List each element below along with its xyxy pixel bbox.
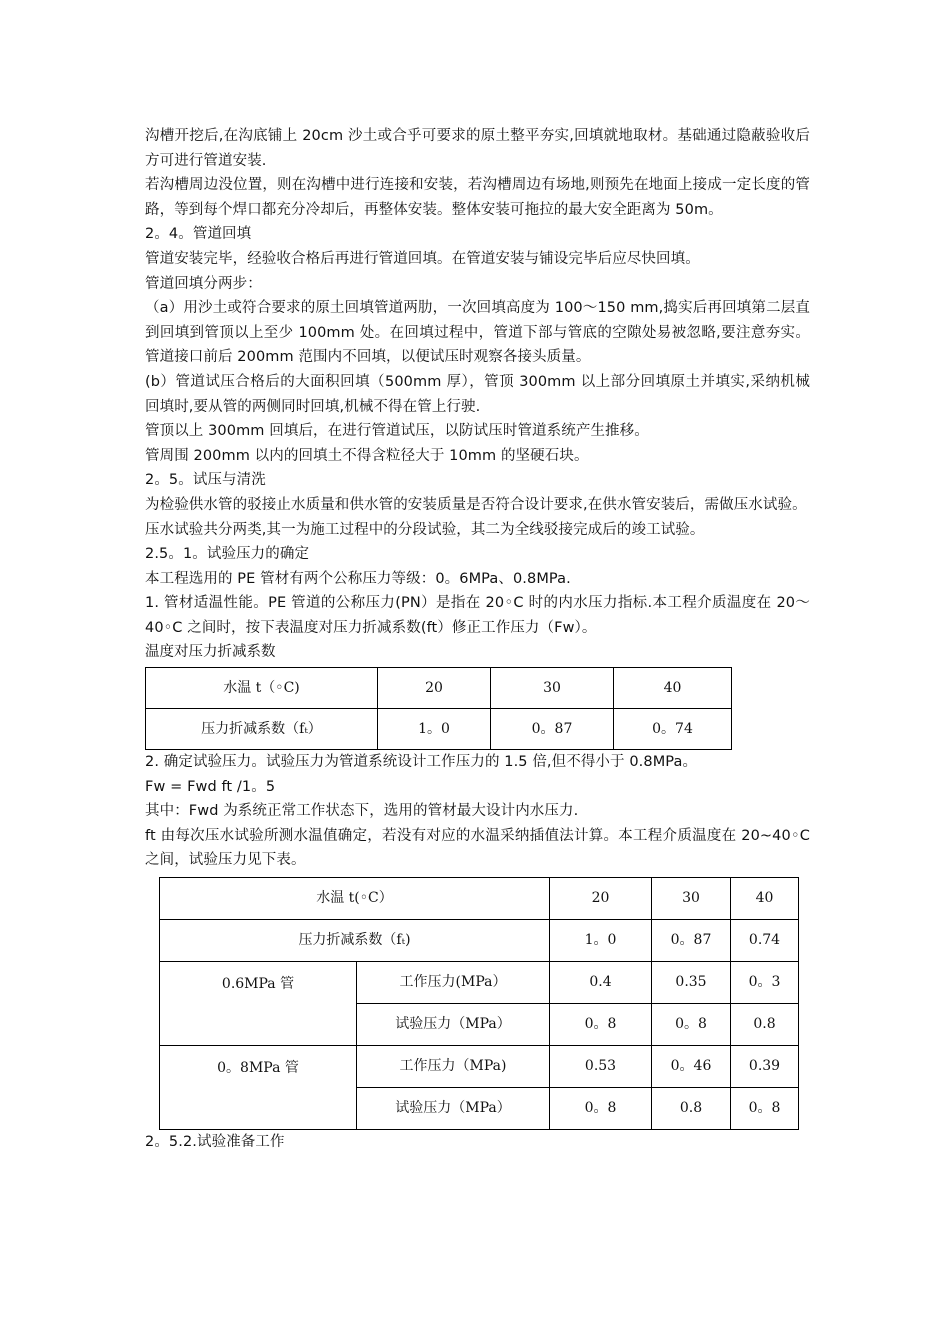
table-cell: 0.53 <box>550 1046 652 1088</box>
section-heading: 2.5。1。试验压力的确定 <box>145 546 310 563</box>
paragraph: 若沟槽周边没位置，则在沟槽中进行连接和安装，若沟槽周边有场地,则预先在地面上接成一定长度的管路，等到每个焊口都充分冷却后，再整体安装。整体安装可拖拉的最大安全距离为 50m。 <box>145 177 810 218</box>
formula: Fw = Fwd ft /1。5 <box>145 778 276 795</box>
paragraph: 为检验供水管的驳接止水质量和供水管的安装质量是否符合设计要求,在供水管安装后，需做压水试验。 <box>145 496 807 513</box>
table-cell: 0。87 <box>491 709 614 750</box>
table-cell: 压力折减系数（fₜ) <box>160 920 550 962</box>
table-cell: 0。8 <box>550 1004 652 1046</box>
table-caption: 温度对压力折减系数 <box>145 644 276 661</box>
body-paragraphs-b <box>145 750 810 873</box>
table-cell: 0.35 <box>652 962 731 1004</box>
group-label-cell: 0。8MPa 管 <box>160 1046 357 1130</box>
paragraph: 1. 管材适温性能。PE 管道的公称压力(PN）是指在 20◦C 时的内水压力指标.本工程介质温度在 20～40◦C 之间时，按下表温度对压力折减系数(ft）修正工作压力（Fw）。 <box>145 595 810 636</box>
group-label-cell: 0.6MPa 管 <box>160 962 357 1046</box>
table-cell: 1。0 <box>378 709 491 750</box>
table-cell: 20 <box>378 668 491 709</box>
table-cell: 40 <box>614 668 732 709</box>
table-cell: 0。8 <box>550 1088 652 1130</box>
table-row <box>160 962 799 1004</box>
table-row <box>146 709 732 750</box>
paragraph: ft 由每次压水试验所测水温值确定，若没有对应的水温采纳插值法计算。本工程介质温度在 20~40◦C 之间，试验压力见下表。 <box>145 827 810 869</box>
table-cell: 0.8 <box>731 1004 799 1046</box>
table-cell: 试验压力（MPa） <box>357 1004 550 1046</box>
table-cell: 30 <box>652 878 731 920</box>
table-cell: 0。8 <box>652 1004 731 1046</box>
table-row <box>160 1046 799 1088</box>
paragraph: 管道安装完毕，经验收合格后再进行管道回填。在管道安装与铺设完毕后应尽快回填。 <box>145 250 700 267</box>
table-cell: 压力折减系数（fₜ） <box>146 709 378 750</box>
section-heading: 2。5.2.试验准备工作 <box>145 1134 285 1151</box>
table-cell: 工作压力（MPa) <box>357 1046 550 1088</box>
paragraph: 压水试验共分两类,其一为施工过程中的分段试验，其二为全线驳接完成后的竣工试验。 <box>145 521 705 538</box>
test-pressure-table <box>159 877 799 1130</box>
table-cell: 水温 t(◦C） <box>160 878 550 920</box>
paragraph: （a）用沙土或符合要求的原土回填管道两肋，一次回填高度为 100～150 mm,捣实后再回填第二层直到回填到管顶以上至少 100mm 处。在回填过程中，管道下部与管底的空隙处易被忽略,要注意夯实。管道接口前后 200mm 范围内不回填，以便试压时观察各接头质量。 <box>145 300 810 366</box>
paragraph: 本工程选用的 PE 管材有两个公称压力等级：0。6MPa、0.8MPa. <box>145 570 571 587</box>
table-cell: 0。87 <box>652 920 731 962</box>
paragraph: 沟槽开挖后,在沟底铺上 20cm 沙土或合乎可要求的原土整平夯实,回填就地取材。基础通过隐蔽验收后方可进行管道安装. <box>145 128 810 169</box>
table-row <box>160 878 799 920</box>
table-cell: 1。0 <box>550 920 652 962</box>
table-cell: 0.8 <box>652 1088 731 1130</box>
table-cell: 20 <box>550 878 652 920</box>
paragraph: 其中：Fwd 为系统正常工作状态下，选用的管材最大设计内水压力. <box>145 803 579 820</box>
table-cell: 30 <box>491 668 614 709</box>
table-row <box>146 668 732 709</box>
section-heading: 2。5。试压与清洗 <box>145 472 266 489</box>
table-cell: 40 <box>731 878 799 920</box>
table-cell: 试验压力（MPa） <box>357 1088 550 1130</box>
table-cell: 0。46 <box>652 1046 731 1088</box>
table-cell: 0。74 <box>614 709 732 750</box>
table-row <box>160 920 799 962</box>
paragraph: (b）管道试压合格后的大面积回填（500mm 厚），管顶 300mm 以上部分回填原土并填实,采纳机械回填时,要从管的两侧同时回填,机械不得在管上行驶. <box>145 373 810 415</box>
table-cell: 0.74 <box>731 920 799 962</box>
table-cell: 0.39 <box>731 1046 799 1088</box>
table-cell: 水温 t（◦C) <box>146 668 378 709</box>
temperature-reduction-table <box>145 667 732 750</box>
table-cell: 工作压力(MPa） <box>357 962 550 1004</box>
paragraph: 管周围 200mm 以内的回填土不得含粒径大于 10mm 的坚硬石块。 <box>145 447 589 464</box>
table-cell: 0.4 <box>550 962 652 1004</box>
body-paragraphs-a <box>145 124 810 640</box>
paragraph: 2. 确定试验压力。试验压力为管道系统设计工作压力的 1.5 倍,但不得小于 0.8MPa。 <box>145 754 698 771</box>
table-cell: 0。8 <box>731 1088 799 1130</box>
paragraph: 管道回填分两步： <box>145 275 262 292</box>
paragraph: 管顶以上 300mm 回填后，在进行管道试压，以防试压时管道系统产生推移。 <box>145 423 649 440</box>
document-page <box>145 124 810 1155</box>
table-cell: 0。3 <box>731 962 799 1004</box>
section-heading: 2。4。管道回填 <box>145 226 252 243</box>
